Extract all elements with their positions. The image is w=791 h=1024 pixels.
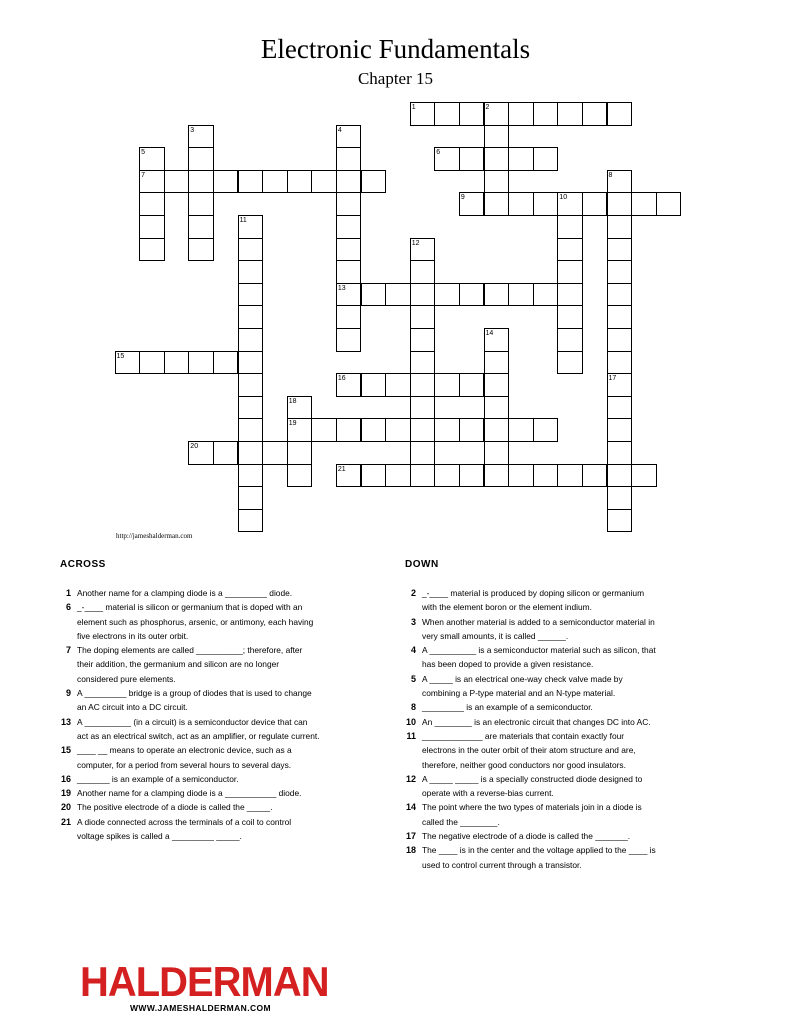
grid-cell[interactable] [336, 147, 362, 171]
grid-cell[interactable] [607, 260, 633, 284]
grid-cell[interactable] [238, 351, 264, 375]
clue-item [400, 729, 660, 772]
grid-cell[interactable] [631, 464, 657, 488]
grid-cell[interactable] [336, 215, 362, 239]
clue-number: 4 [410, 645, 416, 656]
grid-cell[interactable] [410, 283, 436, 307]
clue-number: 8 [608, 171, 613, 179]
grid-cell[interactable] [188, 238, 214, 262]
clue-number: 11 [406, 730, 416, 741]
clue-item [400, 615, 660, 644]
clue-item [400, 700, 660, 714]
grid-cell[interactable] [238, 418, 264, 442]
grid-cell[interactable] [336, 260, 362, 284]
grid-cell[interactable] [311, 418, 337, 442]
grid-cell[interactable] [508, 283, 534, 307]
grid-cell[interactable] [287, 464, 313, 488]
clue-number: 21 [337, 465, 346, 473]
grid-cell[interactable] [607, 441, 633, 465]
grid-cell[interactable] [508, 418, 534, 442]
clue-text: _________ is an example of a semiconductor. [422, 702, 593, 713]
grid-cell[interactable] [410, 351, 436, 375]
grid-cell[interactable] [287, 441, 313, 465]
grid-cell[interactable] [336, 305, 362, 329]
grid-cell[interactable] [607, 305, 633, 329]
grid-cell[interactable] [484, 396, 510, 420]
grid-cell[interactable] [484, 283, 510, 307]
clue-text: _____________ are materials that contain exactly four electrons in the outer orbit of their atom structure and are, therefore, neither good conductors nor good insulators. [422, 730, 636, 770]
grid-cell[interactable] [336, 238, 362, 262]
grid-cell[interactable] [533, 418, 559, 442]
clue-number: 11 [239, 217, 247, 224]
clue-number: 16 [60, 773, 71, 784]
grid-cell[interactable] [188, 215, 214, 239]
clue-number: 17 [608, 375, 617, 383]
clue-number: 3 [190, 126, 195, 134]
grid-cell[interactable] [434, 373, 460, 397]
clue-text: The ____ is in the center and the voltage applied to the ____ is used to control current through a transistor. [422, 845, 656, 870]
clue-text: A __________ (in a circuit) is a semiconductor device that can act as an electrical switch, act as an amplifier, or regulate current. [77, 716, 320, 741]
clue-item [55, 772, 320, 786]
clue-text: A _____ is an electrical one-way check valve made by combining a P-type material and an N-type material. [422, 673, 623, 699]
grid-cell[interactable] [508, 192, 534, 216]
clue-number: 14 [485, 330, 494, 337]
grid-cell[interactable] [459, 283, 485, 307]
grid-cell[interactable] [238, 283, 264, 307]
grid-cell[interactable] [607, 283, 633, 307]
clue-number: 7 [141, 171, 145, 179]
grid-cell[interactable] [213, 441, 239, 465]
grid-cell[interactable] [188, 147, 214, 171]
grid-cell[interactable] [434, 464, 460, 488]
clue-item [400, 715, 660, 729]
across-clues [55, 586, 320, 843]
clue-text: A _____ _____ is a specially constructed diode designed to operate with a reverse-bias current. [422, 773, 643, 799]
clue-number: 16 [337, 375, 346, 383]
grid-cell[interactable] [336, 328, 362, 352]
logo-url: WWW.JAMESHALDERMAN.COM [130, 1003, 272, 1013]
clue-text: A _________ bridge is a group of diodes that is used to change an AC circuit into a DC circuit. [77, 688, 312, 713]
clue-item [400, 586, 660, 615]
grid-cell[interactable] [238, 260, 264, 284]
grid-cell[interactable] [459, 147, 485, 171]
grid-cell[interactable] [607, 486, 633, 510]
across-heading: ACROSS [60, 559, 106, 570]
clue-number: 12 [411, 239, 420, 247]
clue-text: A diode connected across the terminals of a coil to control voltage spikes is called a _________ _____. [77, 816, 292, 842]
clue-text: An ________ is an electronic circuit that changes DC into AC. [422, 716, 651, 727]
halderman-logo [80, 958, 329, 1013]
clue-item [55, 815, 320, 844]
clue-number: 15 [60, 745, 71, 756]
clue-item [55, 786, 320, 800]
grid-cell[interactable] [557, 351, 583, 375]
clue-number: 1 [65, 588, 71, 598]
grid-cell[interactable] [410, 441, 436, 465]
clue-number: 18 [288, 397, 297, 405]
grid-cell[interactable] [557, 260, 583, 284]
clue-number: 19 [60, 788, 71, 799]
clue-item [400, 672, 660, 701]
grid-cell[interactable] [607, 464, 633, 488]
grid-cell[interactable] [361, 464, 387, 488]
grid-cell[interactable] [262, 170, 288, 194]
down-clues [400, 586, 660, 872]
clue-number: 5 [410, 673, 416, 684]
grid-cell[interactable] [139, 351, 165, 375]
clue-number: 6 [436, 149, 441, 157]
grid-cell[interactable] [484, 125, 510, 149]
grid-cell[interactable] [361, 283, 387, 307]
clue-item [400, 829, 660, 843]
grid-cell[interactable] [582, 464, 608, 488]
clue-item [55, 800, 320, 814]
grid-cell[interactable] [238, 305, 264, 329]
clue-item [400, 772, 660, 801]
grid-cell[interactable] [557, 215, 583, 239]
grid-cell[interactable] [557, 238, 583, 262]
clue-number: 13 [337, 284, 346, 292]
down-heading: DOWN [405, 559, 439, 570]
grid-cell[interactable] [434, 102, 460, 126]
grid-cell[interactable] [484, 170, 510, 194]
clue-text: _-____ material is produced by doping silicon or germanium with the element boron or the element indium. [422, 588, 645, 613]
grid-cell[interactable] [385, 464, 411, 488]
page-title: Electronic Fundamentals [260, 34, 531, 64]
clue-number: 17 [405, 831, 416, 842]
grid-cell[interactable] [410, 260, 436, 284]
grid-cell[interactable] [607, 396, 633, 420]
grid-cell[interactable] [607, 328, 633, 352]
grid-cell[interactable] [533, 464, 559, 488]
grid-cell[interactable] [361, 418, 387, 442]
grid-cell[interactable] [410, 305, 436, 329]
grid-cell[interactable] [139, 192, 165, 216]
grid-cell[interactable] [557, 102, 583, 126]
grid-cell[interactable] [410, 396, 436, 420]
grid-cell[interactable] [385, 283, 411, 307]
grid-cell[interactable] [607, 351, 633, 375]
clue-item [55, 686, 320, 715]
clue-text: Another name for a clamping diode is a ___________ diode. [77, 788, 302, 799]
clue-number: 18 [405, 845, 416, 856]
grid-cell[interactable] [238, 464, 264, 488]
clue-item [55, 715, 320, 744]
grid-cell[interactable] [434, 283, 460, 307]
grid-cell[interactable] [631, 192, 657, 216]
clue-text: When another material is added to a semiconductor material in very small amounts, it is called ______. [422, 616, 655, 641]
clue-number: 19 [288, 420, 297, 428]
clue-number: 20 [60, 802, 71, 813]
grid-cell[interactable] [607, 215, 633, 239]
clue-text: _______ is an example of a semiconductor. [77, 773, 239, 784]
grid-cell[interactable] [533, 102, 559, 126]
grid-cell[interactable] [385, 418, 411, 442]
source-url[interactable]: http://jameshalderman.com [116, 532, 193, 540]
clue-number: 8 [410, 702, 416, 713]
grid-cell[interactable] [139, 238, 165, 262]
clue-number: 9 [65, 688, 71, 699]
clue-text: The doping elements are called __________; therefore, after their addition, the germanium and silicon are no longer considered pure elements. [77, 645, 303, 684]
grid-cell[interactable] [533, 283, 559, 307]
grid-cell[interactable] [508, 102, 534, 126]
clue-number: 10 [405, 716, 416, 727]
clue-number: 2 [485, 104, 490, 111]
clue-item [55, 743, 320, 772]
grid-cell[interactable] [484, 373, 510, 397]
clue-number: 5 [141, 149, 145, 157]
grid-cell[interactable] [188, 192, 214, 216]
grid-cell[interactable] [188, 351, 214, 375]
grid-cell[interactable] [533, 192, 559, 216]
grid-cell[interactable] [238, 441, 264, 465]
clue-text: The point where the two types of materials join in a diode is called the ________. [422, 802, 642, 827]
clue-item [55, 643, 320, 686]
grid-cell[interactable] [484, 441, 510, 465]
grid-cell[interactable] [238, 373, 264, 397]
grid-cell[interactable] [336, 192, 362, 216]
clue-number: 20 [190, 443, 199, 450]
grid-cell[interactable] [361, 170, 387, 194]
grid-cell[interactable] [484, 464, 510, 488]
grid-cell[interactable] [336, 418, 362, 442]
grid-cell[interactable] [336, 170, 362, 194]
grid-cell[interactable] [410, 464, 436, 488]
grid-cell[interactable] [557, 464, 583, 488]
grid-cell[interactable] [164, 351, 190, 375]
grid-cell[interactable] [238, 486, 264, 510]
clue-number: 10 [559, 194, 568, 202]
grid-cell[interactable] [238, 328, 264, 352]
clue-number: 12 [405, 773, 416, 784]
clue-text: Another name for a clamping diode is a _________ diode. [77, 588, 293, 598]
clue-number: 14 [405, 802, 416, 813]
chapter-subtitle: Chapter 15 [357, 69, 434, 88]
clue-text: The negative electrode of a diode is called the _______. [422, 831, 631, 842]
grid-cell[interactable] [582, 192, 608, 216]
grid-cell[interactable] [188, 170, 214, 194]
grid-cell[interactable] [484, 351, 510, 375]
grid-cell[interactable] [213, 351, 239, 375]
grid-cell[interactable] [238, 238, 264, 262]
clue-text: _-____ material is silicon or germanium that is doped with an element such as phosphorus, arsenic, or antimony, each having five electrons in its outer orbit. [77, 602, 314, 641]
clue-number: 13 [60, 716, 71, 727]
grid-cell[interactable] [459, 373, 485, 397]
clue-item [400, 843, 660, 872]
grid-cell[interactable] [582, 102, 608, 126]
grid-cell[interactable] [410, 328, 436, 352]
grid-cell[interactable] [238, 170, 264, 194]
grid-cell[interactable] [213, 170, 239, 194]
logo-wordmark: HALDERMAN [80, 958, 329, 1005]
grid-cell[interactable] [139, 215, 165, 239]
grid-cell[interactable] [361, 373, 387, 397]
grid-cell[interactable] [459, 418, 485, 442]
grid-cell[interactable] [607, 192, 633, 216]
grid-cell[interactable] [484, 147, 510, 171]
grid-cell[interactable] [238, 509, 264, 533]
clue-item [400, 800, 660, 829]
clue-number: 15 [116, 352, 125, 360]
grid-cell[interactable] [459, 464, 485, 488]
grid-cell[interactable] [508, 464, 534, 488]
grid-cell[interactable] [262, 441, 288, 465]
clue-number: 6 [65, 602, 71, 613]
clue-number: 4 [337, 126, 342, 134]
grid-cell[interactable] [656, 192, 682, 216]
grid-cell[interactable] [533, 147, 559, 171]
grid-cell[interactable] [607, 102, 633, 126]
grid-cell[interactable] [508, 147, 534, 171]
clue-text: ____ __ means to operate an electronic device, such as a computer, for a period from several hours to several days. [77, 745, 292, 770]
grid-cell[interactable] [484, 418, 510, 442]
clue-number: 2 [410, 588, 416, 598]
clue-number: 7 [65, 645, 71, 656]
grid-cell[interactable] [607, 509, 633, 533]
clue-number: 9 [460, 194, 465, 202]
clue-item [55, 600, 320, 643]
grid-cell[interactable] [238, 396, 264, 420]
grid-cell[interactable] [410, 418, 436, 442]
grid-cell[interactable] [557, 328, 583, 352]
grid-cell[interactable] [557, 305, 583, 329]
clue-number: 21 [60, 816, 71, 827]
grid-cell[interactable] [459, 102, 485, 126]
grid-cell[interactable] [164, 170, 190, 194]
grid-cell[interactable] [385, 373, 411, 397]
clue-number: 1 [411, 104, 416, 111]
grid-cell[interactable] [484, 192, 510, 216]
clue-number: 3 [410, 616, 416, 627]
grid-cell[interactable] [607, 418, 633, 442]
grid-cell[interactable] [434, 418, 460, 442]
clue-item [400, 643, 660, 672]
grid-cell[interactable] [287, 170, 313, 194]
grid-cell[interactable] [557, 283, 583, 307]
clue-item [55, 586, 320, 600]
clue-text: The positive electrode of a diode is called the _____. [77, 802, 273, 813]
clue-text: A __________ is a semiconductor material such as silicon, that has been doped to provide a given resistance. [422, 645, 656, 670]
grid-cell[interactable] [607, 238, 633, 262]
grid-cell[interactable] [311, 170, 337, 194]
grid-cell[interactable] [410, 373, 436, 397]
